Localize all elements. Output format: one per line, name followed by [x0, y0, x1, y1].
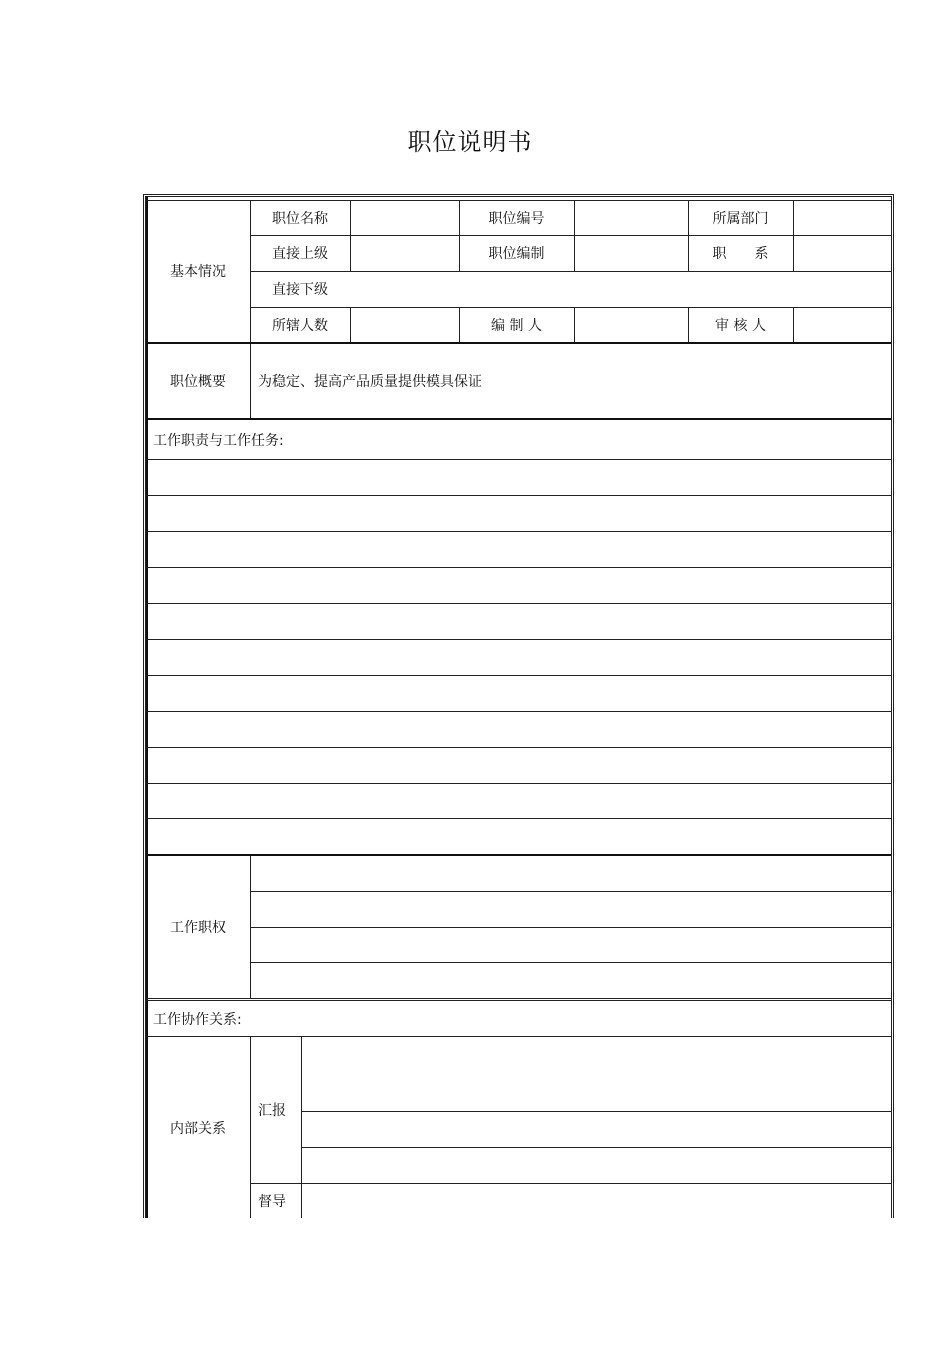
basic-info-label: 基本情况 — [170, 264, 226, 280]
authority-row[interactable] — [250, 891, 891, 892]
position-quota-label: 职位编制 — [488, 246, 545, 262]
report-row[interactable] — [301, 1147, 891, 1148]
direct-superior-label: 直接上级 — [272, 246, 328, 262]
position-name-label: 职位名称 — [272, 210, 328, 227]
internal-relations-label: 内部关系 — [170, 1120, 226, 1137]
duty-row[interactable] — [146, 603, 891, 604]
duty-row[interactable] — [146, 639, 891, 640]
job-description-form — [143, 194, 894, 1218]
duty-row[interactable] — [146, 567, 891, 568]
duty-row[interactable] — [146, 531, 891, 532]
position-quota-field[interactable] — [575, 235, 688, 271]
headcount-label: 所辖人数 — [272, 317, 328, 334]
authority-row[interactable] — [250, 962, 891, 963]
direct-superior-field[interactable] — [351, 235, 459, 271]
position-name-field[interactable] — [351, 200, 459, 235]
department-field[interactable] — [794, 200, 891, 235]
reviewer-field[interactable] — [794, 307, 891, 342]
duty-row[interactable] — [146, 818, 891, 819]
job-series-field[interactable] — [794, 235, 891, 271]
direct-subordinate-field[interactable] — [351, 271, 891, 307]
duties-label: 工作职责与工作任务: — [153, 432, 284, 449]
prepared-by-label: 编 制 人 — [491, 317, 542, 334]
duty-row[interactable] — [146, 675, 891, 676]
department-label: 所属部门 — [712, 210, 769, 227]
authority-row[interactable] — [250, 927, 891, 928]
summary-label: 职位概要 — [170, 373, 226, 390]
report-label: 汇报 — [258, 1103, 286, 1119]
supervise-label: 督导 — [258, 1194, 286, 1210]
job-series-label: 职 系 — [712, 246, 769, 262]
report-row[interactable] — [301, 1111, 891, 1112]
position-code-label: 职位编号 — [488, 210, 545, 227]
duty-row[interactable] — [146, 783, 891, 784]
document-title: 职位说明书 — [407, 128, 533, 156]
prepared-by-field[interactable] — [575, 307, 688, 342]
cooperation-label: 工作协作关系: — [153, 1012, 242, 1028]
duty-row[interactable] — [146, 711, 891, 712]
headcount-field[interactable] — [351, 307, 459, 342]
direct-subordinate-label: 直接下级 — [272, 282, 328, 298]
reviewer-label: 审 核 人 — [715, 317, 766, 334]
duty-row[interactable] — [146, 495, 891, 496]
summary-text: 为稳定、提高产品质量提供模具保证 — [258, 373, 482, 390]
authority-label: 工作职权 — [170, 920, 226, 936]
position-code-field[interactable] — [575, 200, 688, 235]
duty-row[interactable] — [146, 747, 891, 748]
